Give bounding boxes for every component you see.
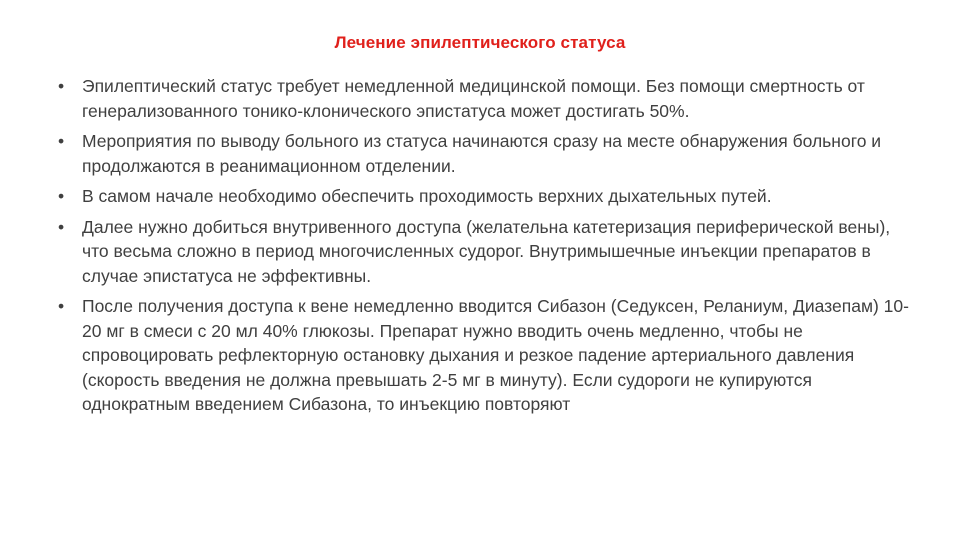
bullet-list bbox=[56, 74, 916, 423]
bullet-dot-icon: • bbox=[58, 131, 65, 151]
bullet-item bbox=[56, 129, 916, 178]
bullet-text: Эпилептический статус требует немедленной медицинской помощи. Без помощи смертность от генерализованного тонико-клонического эпистатуса может достигать 50%. bbox=[82, 76, 865, 121]
bullet-item bbox=[56, 184, 916, 209]
bullet-dot-icon: • bbox=[58, 76, 65, 96]
bullet-item bbox=[56, 74, 916, 123]
bullet-dot-icon: • bbox=[58, 216, 65, 237]
bullet-item bbox=[56, 294, 916, 417]
bullet-item bbox=[56, 215, 916, 289]
bullet-dot-icon: • bbox=[58, 186, 65, 206]
bullet-dot-icon: • bbox=[58, 296, 65, 316]
bullet-text: Далее нужно добиться внутривенного доступа (желательна катетеризация периферической вены), что весьма сложно в период многочисленных судорог. Внутримышечные инъекции препаратов в случае эпистатуса не эффективны. bbox=[82, 216, 891, 286]
bullet-text: Мероприятия по выводу больного из статуса начинаются сразу на месте обнаружения больного и продолжаются в реанимационном отделении. bbox=[82, 131, 882, 176]
bullet-text: В самом начале необходимо обеспечить проходимость верхних дыхательных путей. bbox=[82, 186, 772, 206]
slide-title: Лечение эпилептического статуса bbox=[334, 33, 626, 52]
bullet-text: После получения доступа к вене немедленно вводится Сибазон (Седуксен, Реланиум, Диазепам) 10-20 мг в смеси с 20 мл 40% глюкозы. Препарат нужно вводить очень медленно, чтобы не спровоцировать рефлекторную остановку дыхания и резкое падение артериального давления (скорость введения не должна превышать 2-5 мг в минуту). Если судороги не купируются однократным введением Сибазона, то инъекцию повторяют bbox=[82, 296, 909, 414]
